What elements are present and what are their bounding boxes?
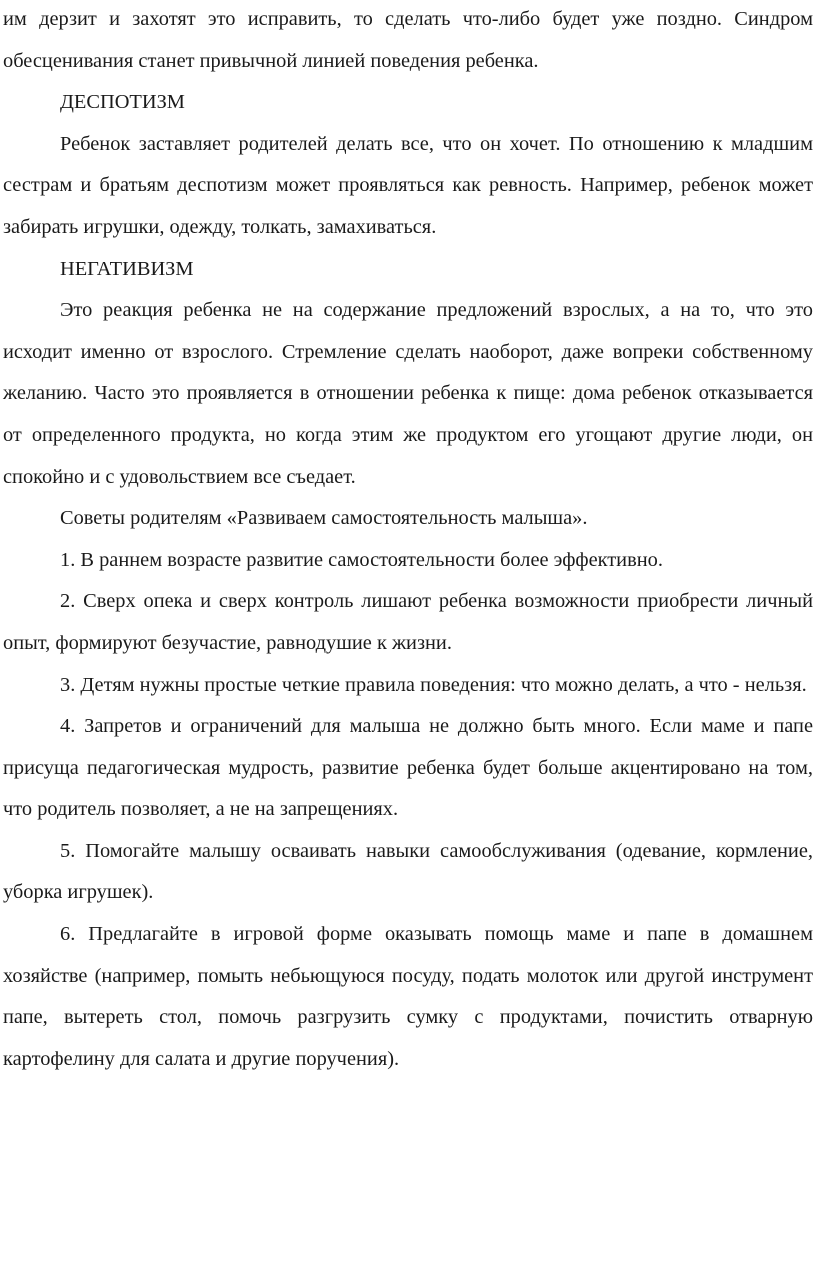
- advice-item-1: 1. В раннем возрасте развитие самостоятельности более эффективно.: [60, 548, 663, 571]
- advice-item-6: 6. Предлагайте в игровой форме оказывать помощь маме и папе в домашнем хозяйстве (например, помыть небьющуюся посуду, подать молоток или другой инструмент папе, вытереть стол, помочь разгрузить сумку с продуктами, почистить отварную картофелину для салата и другие поручения).: [3, 923, 813, 1070]
- advice-item-3: 3. Детям нужны простые четкие правила поведения: что можно делать, а что - нельзя.: [60, 673, 807, 696]
- advice-title: Советы родителям «Развиваем самостоятельность малыша».: [60, 507, 588, 530]
- paragraph-despotism: Ребенок заставляет родителей делать все, что он хочет. По отношению к младшим сестрам и братьям деспотизм может проявляться как ревность. Например, ребенок может забирать игрушки, одежду, толкать, замахиваться.: [3, 132, 813, 238]
- advice-item-4: 4. Запретов и ограничений для малыша не должно быть много. Если маме и папе присуща педагогическая мудрость, развитие ребенка будет больше акцентировано на том, что родитель позволяет, а не на запрещениях.: [3, 715, 813, 821]
- section-heading-negativism: НЕГАТИВИЗМ: [60, 257, 194, 280]
- paragraph-continuation: им дерзит и захотят это исправить, то сделать что-либо будет уже поздно. Синдром обесценивания станет привычной линией поведения ребенка.: [3, 8, 813, 72]
- advice-item-2: 2. Сверх опека и сверх контроль лишают ребенка возможности приобрести личный опыт, формируют безучастие, равнодушие к жизни.: [3, 590, 813, 654]
- section-heading-despotism: ДЕСПОТИЗМ: [60, 91, 185, 114]
- paragraph-negativism: Это реакция ребенка не на содержание предложений взрослых, а на то, что это исходит именно от взрослого. Стремление сделать наоборот, даже вопреки собственному желанию. Часто это проявляется в отношении ребенка к пище: дома ребенок отказывается от определенного продукта, но когда этим же продуктом его угощают другие люди, он спокойно и с удовольствием все съедает.: [3, 299, 813, 488]
- advice-item-5: 5. Помогайте малышу осваивать навыки самообслуживания (одевание, кормление, уборка игрушек).: [3, 839, 813, 904]
